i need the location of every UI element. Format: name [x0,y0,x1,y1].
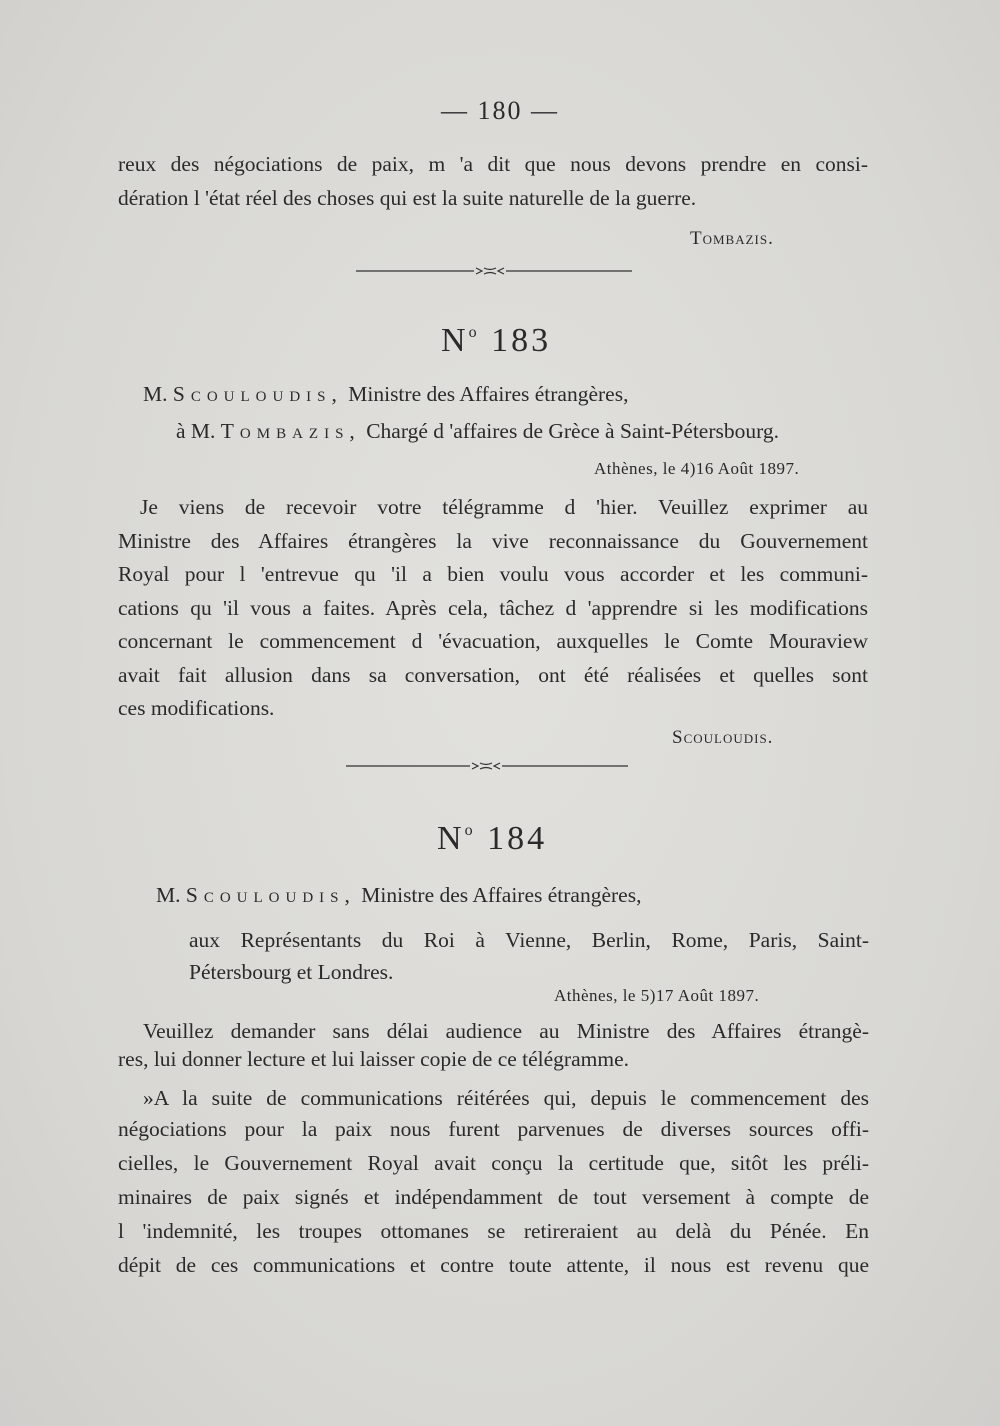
continuation-line: reux des négociations de paix, m 'a dit que nous devons prendre en consi- [118,152,868,176]
body-line: Ministre des Affaires étrangères la vive reconnaissance du Gouvernement [118,529,868,553]
ornamental-divider [346,759,628,773]
document-number [441,322,551,360]
document-number [437,820,547,858]
sender-prefix: M. [143,382,168,406]
body-line: dépit de ces communications et contre toute attente, il nous est revenu que [118,1253,869,1277]
sender-name: Scouloudis, [172,382,343,406]
body-line: res, lui donner lecture et lui laisser copie de ce télégramme. [118,1047,630,1071]
signature: Tombazis. [690,228,774,249]
body-line: minaires de paix signés et indépendamment de tout versement à compte de [118,1185,869,1209]
body-line: cielles, le Gouvernement Royal avait conçu la certitude que, sitôt les préli- [118,1151,869,1175]
body-line: Veuillez demander sans délai audience au Ministre des Affaires étrangè- [143,1019,869,1043]
page-number: — 180 — [441,96,559,125]
body-line: Royal pour l 'entrevue qu 'il a bien voulu vous accorder et les communi- [118,562,868,586]
dateline: Athènes, le 5)17 Août 1897. [554,986,760,1005]
body-line: ces modifications. [118,696,275,720]
body-line: Je viens de recevoir votre télégramme d 'hier. Veuillez exprimer au [140,495,868,519]
recipient-prefix: à M. [176,419,216,443]
ornamental-divider [356,264,632,278]
sender-prefix: M. [156,883,181,907]
number-sup: o [468,324,480,341]
body-line: négociations pour la paix nous furent parvenues de diverses sources offi- [118,1117,869,1141]
sender-line [156,882,641,908]
recipient-line: Pétersbourg et Londres. [189,960,394,984]
recipient-title: Chargé d 'affaires de Grèce à Saint-Pétersbourg. [366,419,780,443]
number-value: 184 [487,820,548,857]
dateline: Athènes, le 4)16 Août 1897. [594,459,800,478]
number-prefix: N [441,322,469,359]
sender-title: Ministre des Affaires étrangères, [361,883,642,907]
recipient-line: aux Représentants du Roi à Vienne, Berlin, Rome, Paris, Saint- [189,928,869,952]
recipient-name: Tombazis, [220,419,361,443]
sender-name: Scouloudis, [185,883,356,907]
body-line: »A la suite de communications réitérées qui, depuis le commencement des [143,1086,869,1110]
signature: Scouloudis. [672,727,774,748]
body-line: l 'indemnité, les troupes ottomanes se retireraient au delà du Pénée. En [118,1219,869,1243]
recipient-line [176,418,779,444]
body-line: cations qu 'il vous a faites. Après cela, tâchez d 'apprendre si les modifications [118,596,868,620]
body-line: avait fait allusion dans sa conversation, ont été réalisées et quelles sont [118,663,868,687]
number-sup: o [464,822,476,839]
sender-title: Ministre des Affaires étrangères, [348,382,629,406]
sender-line [143,381,628,407]
number-value: 183 [491,322,552,359]
body-line: concernant le commencement d 'évacuation, auxquelles le Comte Mouraview [118,629,868,653]
number-prefix: N [437,820,465,857]
continuation-line: dération l 'état réel des choses qui est la suite naturelle de la guerre. [118,186,697,210]
